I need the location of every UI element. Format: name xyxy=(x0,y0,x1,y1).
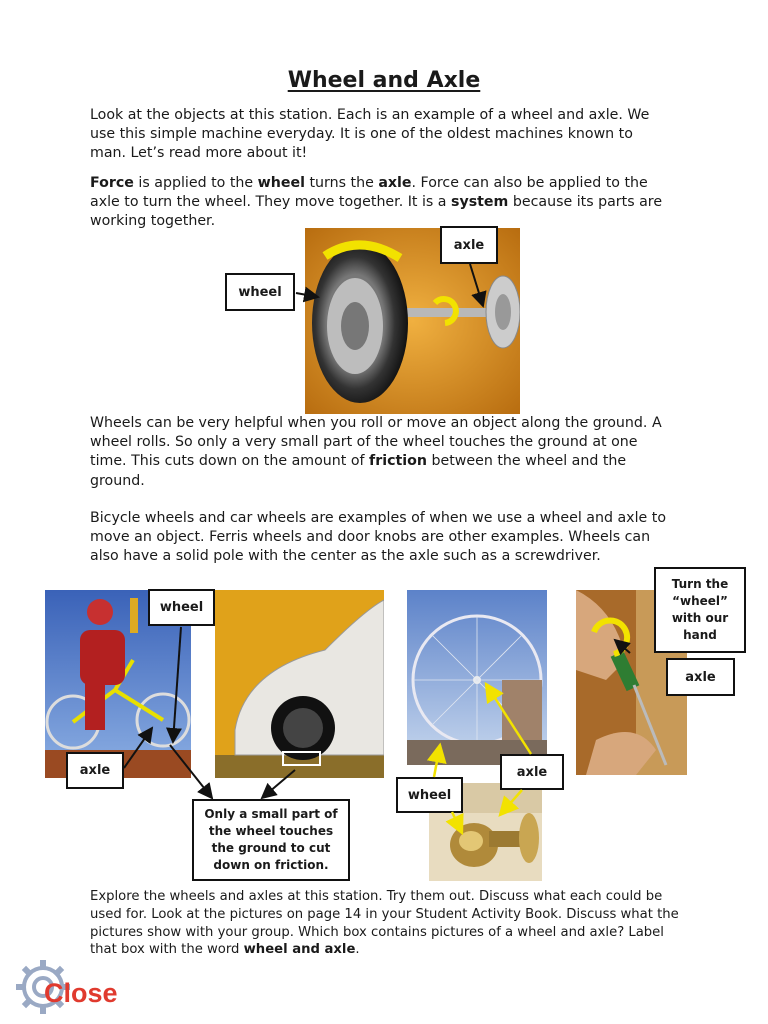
car-photo xyxy=(215,590,384,778)
diagram-axle-label: axle xyxy=(440,226,498,264)
ferris-wheel-label: wheel xyxy=(396,777,463,813)
examples-paragraph: Bicycle wheels and car wheels are examples of when we use a wheel and axle to move an object. Ferris wheels and door knobs are other examples. Wheels can also have a solid pole with the center as the axle such as a screwdriver. xyxy=(90,510,666,565)
page-title: Wheel and Axle xyxy=(287,68,481,93)
explore-paragraph: Explore the wheels and axles at this station. Try them out. Discuss what each could be used for. Look at the pictures on page 14 in your Student Activity Book. Discuss what the pictures show with your group. Which box contains pictures of a wheel and axle? Label that box with the word wheel and axle. xyxy=(90,889,679,958)
bike-axle-label: axle xyxy=(66,752,124,789)
screwdriver-axle-label: axle xyxy=(666,658,735,696)
friction-note-box: Only a small part of the wheel touches the ground to cut down on friction. xyxy=(192,799,350,881)
rolls-paragraph: Wheels can be very helpful when you roll or move an object along the ground. A wheel rolls. So only a very small part of the wheel touches the ground at one time. This cuts down on the amount of friction between the wheel and the ground. xyxy=(90,415,662,489)
bike-wheel-label: wheel xyxy=(148,589,215,626)
force-paragraph: Force is applied to the wheel turns the axle. Force can also be applied to the axle to turn the wheel. They move together. It is a system because its parts are working together. xyxy=(90,175,663,230)
diagram-wheel-label: wheel xyxy=(225,273,295,311)
screwdriver-wheel-label: Turn the “wheel” with our hand xyxy=(654,567,746,653)
ferris-axle-label: axle xyxy=(500,754,564,790)
close-button[interactable] xyxy=(14,958,134,1018)
ferris-wheel-photo xyxy=(407,590,547,765)
close-label: Close xyxy=(44,978,118,1008)
intro-paragraph: Look at the objects at this station. Each is an example of a wheel and axle. We use this simple machine everyday. It is one of the oldest machines known to man. Let’s read more about it! xyxy=(90,107,650,162)
